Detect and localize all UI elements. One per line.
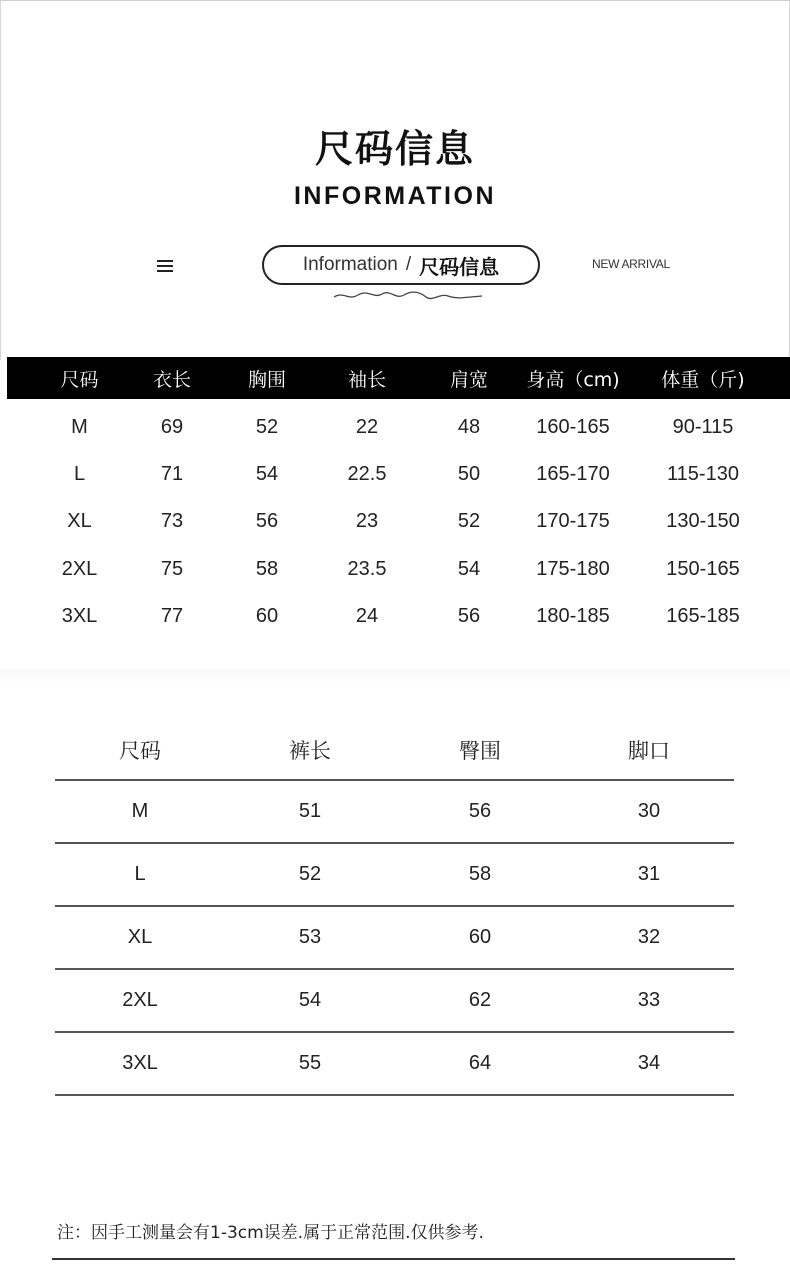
top-cell: 60 xyxy=(255,605,279,627)
top-cell: 23 xyxy=(355,510,379,532)
top-table-row xyxy=(7,546,790,593)
top-cell: 160-165 xyxy=(536,416,610,438)
pants-cell: 31 xyxy=(637,863,661,885)
pants-cell: 51 xyxy=(298,800,322,822)
top-table-header xyxy=(7,357,790,399)
frame-top-border xyxy=(0,0,790,1)
top-cell: 48 xyxy=(457,416,481,438)
top-cell: XL xyxy=(67,510,92,532)
top-cell: 150-165 xyxy=(666,558,740,580)
pants-table-row xyxy=(55,907,734,970)
measurement-note: 注：因手工测量会有1-3cm误差.属于正常范围.仅供参考. xyxy=(57,1223,484,1243)
top-cell: 75 xyxy=(160,558,184,580)
pants-cell: 2XL xyxy=(122,989,158,1011)
top-cell: 24 xyxy=(355,605,379,627)
pants-cell: 32 xyxy=(637,926,661,948)
pants-cell: 58 xyxy=(468,863,492,885)
pants-table-row xyxy=(55,1033,734,1096)
top-cell: 23.5 xyxy=(347,558,387,580)
badge-separator: / xyxy=(405,254,412,275)
top-cell: 180-185 xyxy=(536,605,610,627)
pants-table-header xyxy=(55,720,734,781)
pants-cell: M xyxy=(131,800,149,822)
pants-cell: L xyxy=(134,863,146,885)
top-cell: 90-115 xyxy=(672,416,734,438)
pants-size-table xyxy=(55,720,734,1096)
pants-cell: 55 xyxy=(298,1052,322,1074)
pants-col-header: 臀围 xyxy=(459,738,501,763)
top-cell: L xyxy=(73,463,86,485)
pants-cell: 33 xyxy=(637,989,661,1011)
top-cell: 22.5 xyxy=(347,463,387,485)
top-cell: 52 xyxy=(255,416,279,438)
pants-cell: 53 xyxy=(298,926,322,948)
section-divider xyxy=(0,670,790,684)
top-cell: 71 xyxy=(160,463,184,485)
pants-table-row xyxy=(55,781,734,844)
badge-label-en: Information xyxy=(302,254,398,275)
top-cell: 22 xyxy=(355,416,379,438)
frame-left-border xyxy=(0,0,1,360)
top-cell: 58 xyxy=(255,558,279,580)
top-col-header: 体重（斤) xyxy=(661,368,745,391)
pants-cell: 60 xyxy=(468,926,492,948)
page-subtitle: INFORMATION xyxy=(293,182,496,210)
top-cell: 73 xyxy=(160,510,184,532)
pants-col-header: 脚口 xyxy=(628,738,670,763)
top-col-header: 衣长 xyxy=(152,368,191,391)
pants-col-header: 裤长 xyxy=(289,738,331,763)
top-cell: 77 xyxy=(160,605,184,627)
bottom-rule xyxy=(52,1258,735,1260)
top-table-row xyxy=(7,404,790,451)
top-col-header: 身高（cm) xyxy=(526,368,620,391)
top-cell: 54 xyxy=(457,558,481,580)
page-title: 尺码信息 xyxy=(314,127,475,171)
top-cell: 69 xyxy=(160,416,184,438)
top-cell: 130-150 xyxy=(666,510,740,532)
pants-cell: 56 xyxy=(468,800,492,822)
top-col-header: 尺码 xyxy=(60,368,99,391)
top-table-row xyxy=(7,451,790,498)
top-cell: 175-180 xyxy=(536,558,610,580)
top-col-header: 肩宽 xyxy=(449,368,488,391)
signature-scribble xyxy=(330,289,485,303)
top-table-row xyxy=(7,498,790,545)
pants-col-header: 尺码 xyxy=(119,738,161,763)
new-arrival-label: NEW ARRIVAL xyxy=(592,257,670,271)
top-cell: 3XL xyxy=(61,605,98,627)
top-cell: 170-175 xyxy=(536,510,610,532)
top-cell: 2XL xyxy=(61,558,98,580)
pants-cell: 3XL xyxy=(122,1052,158,1074)
menu-icon xyxy=(157,260,173,273)
top-cell: 54 xyxy=(255,463,279,485)
pants-table-row xyxy=(55,844,734,907)
top-col-header: 袖长 xyxy=(347,368,386,391)
pants-cell: XL xyxy=(127,926,153,948)
pants-cell: 52 xyxy=(298,863,322,885)
pants-cell: 30 xyxy=(637,800,661,822)
top-cell: 50 xyxy=(457,463,481,485)
top-col-header: 胸围 xyxy=(247,368,286,391)
top-cell: 165-170 xyxy=(536,463,610,485)
pants-cell: 54 xyxy=(298,989,322,1011)
top-cell: M xyxy=(71,416,88,438)
pants-table-row xyxy=(55,970,734,1033)
top-table-row xyxy=(7,593,790,640)
top-cell: 56 xyxy=(255,510,279,532)
pants-cell: 34 xyxy=(637,1052,661,1074)
top-cell: 52 xyxy=(457,510,481,532)
top-cell: 56 xyxy=(457,605,481,627)
top-cell: 115-130 xyxy=(667,463,739,485)
information-badge xyxy=(262,245,540,285)
pants-cell: 62 xyxy=(468,989,492,1011)
pants-cell: 64 xyxy=(468,1052,492,1074)
top-cell: 165-185 xyxy=(666,605,740,627)
badge-label-cn: 尺码信息 xyxy=(419,254,500,279)
